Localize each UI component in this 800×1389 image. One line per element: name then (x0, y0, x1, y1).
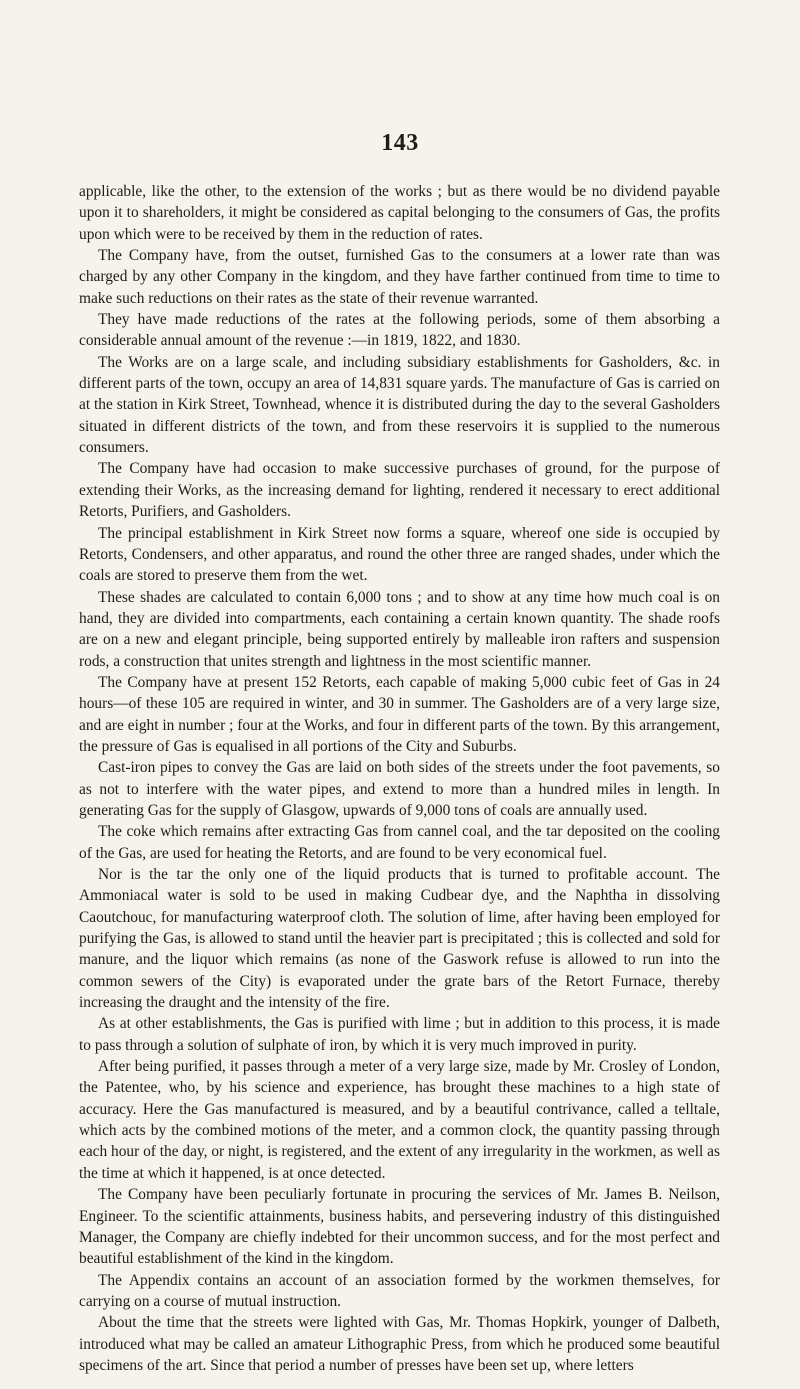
paragraph: They have made reductions of the rates at the following periods, some of them absorbing a considerable annual amount of the revenue :—in 1819, 1822, and 1830. (79, 311, 720, 350)
paragraph: The Company have had occasion to make successive purchases of ground, for the purpose of extending their Works, as the increasing demand for lighting, rendered it necessary to erect additional Retorts, Purifiers, and Gasholders. (79, 460, 720, 521)
paragraph: The principal establishment in Kirk Street now forms a square, whereof one side is occupied by Retorts, Condensers, and other apparatus, and round the other three are ranged shades, under which the coals are stored to preserve them from the wet. (79, 524, 720, 585)
paragraph: The Company have at present 152 Retorts, each capable of making 5,000 cubic feet of Gas in 24 hours—of these 105 are required in winter, and 30 in summer. The Gasholders are of a very large size, and are eight in number ; four at the Works, and four in different parts of the town. By this arrangement, the pressure of Gas is equalised in all portions of the City and Suburbs. (79, 673, 720, 755)
page-number: 143 (381, 130, 419, 156)
paragraph: About the time that the streets were lighted with Gas, Mr. Thomas Hopkirk, younger of Dalbeth, introduced what may be called an amateur Lithographic Press, from which he produced some beautiful specimens of the art. Since that period a number of presses have been set up, where letters (79, 1314, 720, 1374)
paragraph: The Company have, from the outset, furnished Gas to the consumers at a lower rate than was charged by any other Company in the kingdom, and they have farther continued from time to time to make such reductions on their rates as the state of their revenue warranted. (79, 247, 720, 307)
paragraph: applicable, like the other, to the extension of the works ; but as there would be no dividend payable upon it to shareholders, it might be considered as capital belonging to the consumers of Gas, the profits upon which were to be received by them in the reduction of rates. (79, 183, 720, 243)
paragraph: The Company have been peculiarly fortunate in procuring the services of Mr. James B. Neilson, Engineer. To the scientific attainments, business habits, and persevering industry of this distinguished Manager, the Company are chiefly indebted for their uncommon success, and for the most perfect and beautiful establishment of the kind in the kingdom. (79, 1186, 720, 1268)
body-text (79, 181, 720, 1376)
paragraph: The coke which remains after extracting Gas from cannel coal, and the tar deposited on the cooling of the Gas, are used for heating the Retorts, and are found to be very economical fuel. (79, 823, 720, 862)
paragraph: These shades are calculated to contain 6,000 tons ; and to show at any time how much coal is on hand, they are divided into compartments, each containing a certain known quantity. The shade roofs are on a new and elegant principle, being supported entirely by malleable iron rafters and suspension rods, a construction that unites strength and lightness in the most scientific manner. (79, 588, 720, 670)
paragraph: After being purified, it passes through a meter of a very large size, made by Mr. Crosley of London, the Patentee, who, by his science and experience, has brought these machines to a high state of accuracy. Here the Gas manufactured is measured, and by a beautiful contrivance, called a telltale, which acts by the combined motions of the meter, and a common clock, the quantity passing through each hour of the day, or night, is registered, and the extent of any irregularity in the workmen, as well as the time at which it happened, is at once detected. (79, 1058, 720, 1182)
paragraph: Nor is the tar the only one of the liquid products that is turned to profitable account. The Ammoniacal water is sold to be used in making Cudbear dye, and the Naphtha in dissolving Caoutchouc, for manufacturing waterproof cloth. The solution of lime, after having been employed for purifying the Gas, is allowed to stand until the heavier part is precipitated ; this is collected and sold for manure, and the liquor which remains (as none of the Gaswork refuse is allowed to run into the common sewers of the City) is evaporated under the grate bars of the Retort Furnace, thereby increasing the draught and the intensity of the fire. (79, 866, 720, 1012)
paragraph: The Works are on a large scale, and including subsidiary establishments for Gasholders, &c. in different parts of the town, occupy an area of 14,831 square yards. The manufacture of Gas is carried on at the station in Kirk Street, Townhead, whence it is distributed during the day to the several Gasholders situated in different districts of the town, and from these reservoirs it is supplied to the numerous consumers. (79, 353, 720, 457)
paragraph: The Appendix contains an account of an association formed by the workmen themselves, for carrying on a course of mutual instruction. (79, 1271, 720, 1310)
paragraph: As at other establishments, the Gas is purified with lime ; but in addition to this process, it is made to pass through a solution of sulphate of iron, by which it is very much improved in purity. (79, 1015, 720, 1054)
paragraph: Cast-iron pipes to convey the Gas are laid on both sides of the streets under the foot pavements, so as not to interfere with the water pipes, and extend to more than a hundred miles in length. In generating Gas for the supply of Glasgow, upwards of 9,000 tons of coals are annually used. (79, 759, 720, 819)
